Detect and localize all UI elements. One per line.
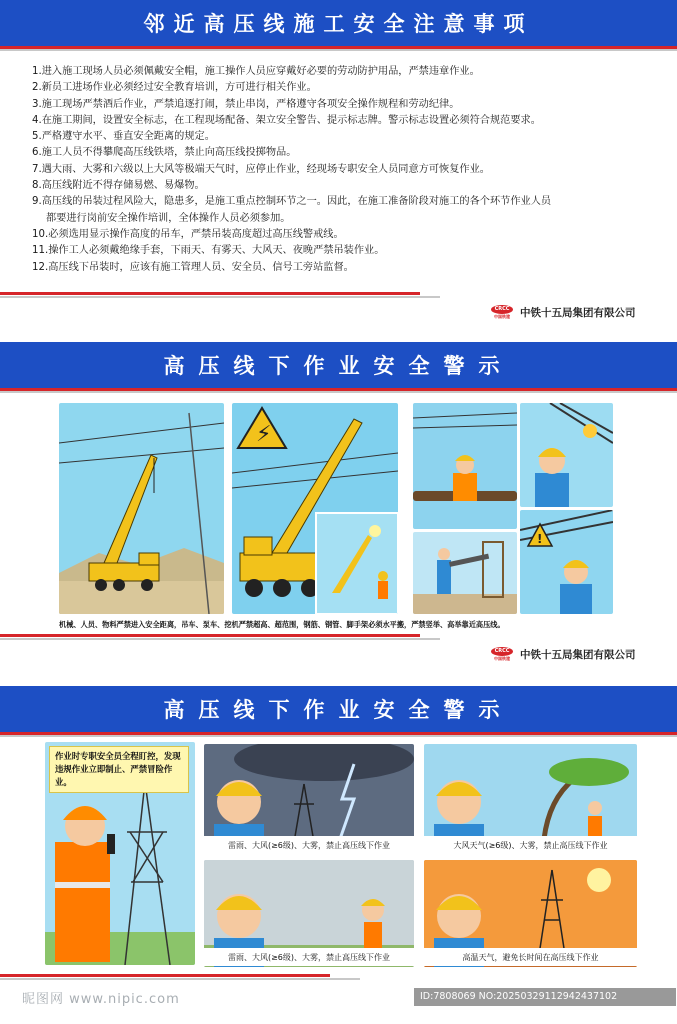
company-name: 中铁十五局集团有限公司 <box>520 648 636 661</box>
notice-item: 4.在施工期间，设置安全标志，在工程现场配备、架立安全警告、提示标志牌。警示标志设置必须符合规范要求。 <box>32 114 541 126</box>
notice-item: 11.操作工人必须戴绝缘手套，下雨天、有雾天、大风天、夜晚严禁吊装作业。 <box>32 245 385 257</box>
notice-item: 7.遇大雨、大雾和六级以上大风等极端天气时，应停止作业，经现场专职安全人员同意方可恢复作业。 <box>32 163 490 175</box>
worker-pipe-site-illustration <box>413 532 517 614</box>
warning-caption: 机械、人员、物料严禁进入安全距离，吊车、泵车、挖机严禁超高、超范围，钢筋、钢管、脚手架必须水平搬，严禁竖举、高举靠近高压线。 <box>59 620 505 629</box>
scene-caption: 雷雨、大风(≥6级)、大雾，禁止高压线下作业 <box>204 836 414 854</box>
footer-stripe-gray <box>0 978 360 980</box>
worker-welding-illustration <box>520 403 613 507</box>
notice-item: 8.高压线附近不得存储易燃、易爆物。 <box>32 180 205 192</box>
crane-field-illustration <box>59 403 224 614</box>
footer-stripe-red <box>0 974 330 977</box>
warning-title-1: 高压线下作业安全警示 <box>0 342 677 388</box>
notice-item: 2.新员工进场作业必须经过安全教育培训，方可进行相关作业。 <box>32 82 317 94</box>
warning-panel-2 <box>0 686 677 1024</box>
company-logo: CRCC 中国铁建 <box>490 304 514 320</box>
svg-text:!: ! <box>537 532 543 546</box>
notice-item: 10.必须选用显示操作高度的吊车，严禁吊装高度超过高压线警戒线。 <box>32 228 344 240</box>
warning-panel-1 <box>0 342 677 680</box>
notice-item: 都要进行岗前安全操作培训，全体操作人员必须参加。 <box>46 212 291 224</box>
title-stripe-gray <box>0 391 677 393</box>
scene-caption: 雷雨、大风(≥6级)、大雾，禁止高压线下作业 <box>204 948 414 966</box>
notice-item: 6.施工人员不得攀爬高压线铁塔，禁止向高压线投掷物品。 <box>32 147 297 159</box>
notice-title: 邻近高压线施工安全注意事项 <box>0 0 677 46</box>
company-logo: CRCC 中国铁建 <box>490 646 514 662</box>
notice-item: 9.高压线的吊装过程风险大，隐患多，是施工重点控制环节之一。因此，在施工准备阶段对施工的各个环节作业人员 <box>32 196 552 208</box>
notice-list <box>32 64 662 276</box>
title-stripe-gray <box>0 49 677 51</box>
notice-item: 5.严格遵守水平、垂直安全距离的规定。 <box>32 131 215 143</box>
pipe-workers-illustration <box>413 403 517 529</box>
scene-caption: 高温天气，避免长时间在高压线下作业 <box>424 948 637 966</box>
notice-panel <box>0 0 677 338</box>
footer-stripe-gray <box>0 638 440 640</box>
title-stripe-gray <box>0 735 677 737</box>
safety-note: 作业时专职安全员全程盯控，发现违规作业立即制止、严禁冒险作业。 <box>49 746 189 793</box>
notice-item: 1.进入施工现场人员必须佩戴安全帽，施工操作人员应穿戴好必要的劳动防护用品，严禁违章作业。 <box>32 66 480 77</box>
company-label <box>490 646 636 662</box>
watermark-site: 昵图网 www.nipic.com <box>22 992 180 1007</box>
worker-warning-illustration <box>520 510 613 614</box>
svg-text:⚡: ⚡ <box>256 422 272 447</box>
company-name: 中铁十五局集团有限公司 <box>520 306 636 319</box>
footer-stripe-red <box>0 634 420 637</box>
watermark-id: ID:7808069 NO:20250329112942437102 <box>414 988 676 1006</box>
footer-stripe-gray <box>0 296 440 298</box>
scene-caption: 大风天气(≥6级)、大雾，禁止高压线下作业 <box>424 836 637 854</box>
notice-item: 12.高压线下吊装时，应该有施工管理人员、安全员、信号工旁站监督。 <box>32 261 354 273</box>
warning-title-2: 高压线下作业安全警示 <box>0 686 677 732</box>
footer-stripe-red <box>0 292 420 295</box>
notice-item: 3.施工现场严禁酒后作业，严禁追逐打闹，禁止串岗，严格遵守各项安全操作规程和劳动纪律。 <box>32 98 460 110</box>
crane-warning-illustration <box>232 403 398 614</box>
company-label <box>490 304 636 320</box>
